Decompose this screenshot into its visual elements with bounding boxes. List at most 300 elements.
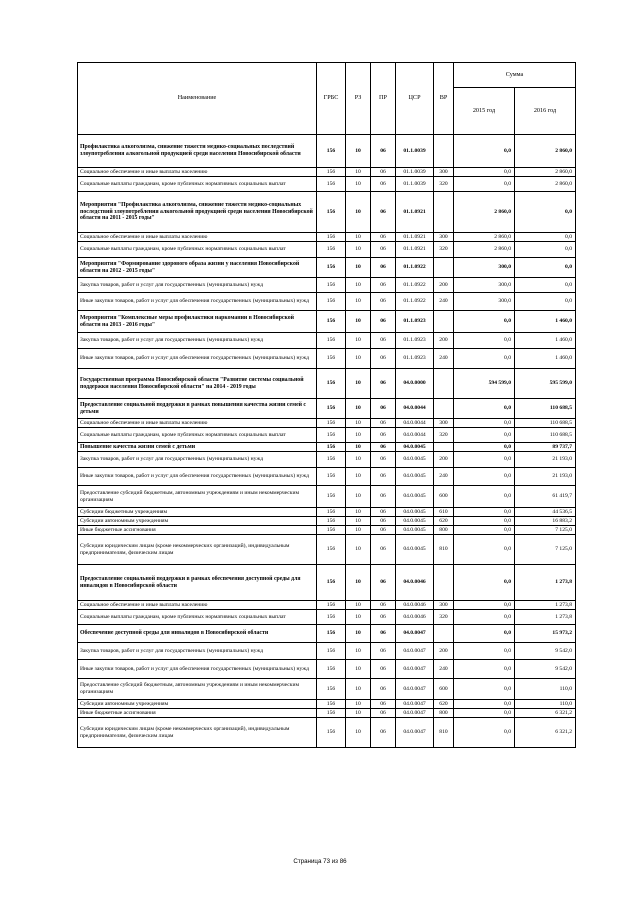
cell-pr: 06 bbox=[371, 168, 396, 177]
cell-y2016: 15 973,2 bbox=[515, 625, 576, 643]
cell-y2015: 0,0 bbox=[454, 177, 515, 192]
table-row bbox=[78, 700, 576, 709]
cell-pr: 06 bbox=[371, 278, 396, 293]
cell-csr: 04.0.0047 bbox=[396, 643, 434, 660]
cell-csr: 04.0.0044 bbox=[396, 419, 434, 428]
cell-csr: 04.0.0000 bbox=[396, 369, 434, 399]
cell-pr: 06 bbox=[371, 468, 396, 486]
cell-y2016: 110 688,5 bbox=[515, 419, 576, 428]
cell-csr: 04.0.0046 bbox=[396, 601, 434, 610]
cell-pr: 06 bbox=[371, 311, 396, 333]
cell-vr: 810 bbox=[434, 718, 454, 748]
cell-grbs: 156 bbox=[317, 508, 346, 517]
cell-rz: 10 bbox=[346, 135, 371, 168]
cell-y2016: 595 599,0 bbox=[515, 369, 576, 399]
table-row bbox=[78, 333, 576, 349]
cell-pr: 06 bbox=[371, 443, 396, 452]
cell-y2016: 7 125,0 bbox=[515, 526, 576, 535]
cell-grbs: 156 bbox=[317, 168, 346, 177]
cell-name: Иные закупки товаров, работ и услуг для обеспечения государственных (муниципальных) нужд bbox=[78, 660, 317, 679]
header-2015: 2015 год bbox=[454, 88, 515, 135]
cell-csr: 04.0.0045 bbox=[396, 535, 434, 565]
cell-grbs: 156 bbox=[317, 419, 346, 428]
cell-vr bbox=[434, 443, 454, 452]
table-row bbox=[78, 601, 576, 610]
cell-pr: 06 bbox=[371, 660, 396, 679]
cell-vr: 300 bbox=[434, 601, 454, 610]
header-sum: Сумма bbox=[454, 63, 576, 88]
cell-name: Мероприятия "Формирование здорового образа жизни у населения Новосибирской области на 2012 - 2015 годы" bbox=[78, 258, 317, 278]
table-row bbox=[78, 660, 576, 679]
cell-grbs: 156 bbox=[317, 349, 346, 369]
cell-csr: 01.1.0039 bbox=[396, 135, 434, 168]
cell-y2015: 0,0 bbox=[454, 349, 515, 369]
cell-rz: 10 bbox=[346, 610, 371, 625]
cell-y2015: 2 860,0 bbox=[454, 192, 515, 233]
cell-y2015: 0,0 bbox=[454, 508, 515, 517]
cell-grbs: 156 bbox=[317, 700, 346, 709]
table-row bbox=[78, 311, 576, 333]
cell-csr: 01.1.0922 bbox=[396, 278, 434, 293]
cell-vr: 300 bbox=[434, 419, 454, 428]
cell-y2015: 0,0 bbox=[454, 517, 515, 526]
cell-grbs: 156 bbox=[317, 399, 346, 419]
cell-y2015: 0,0 bbox=[454, 311, 515, 333]
cell-y2015: 0,0 bbox=[454, 610, 515, 625]
cell-name: Иные бюджетные ассигнования bbox=[78, 709, 317, 718]
table-row bbox=[78, 233, 576, 242]
cell-y2016: 2 860,0 bbox=[515, 177, 576, 192]
cell-y2016: 9 542,0 bbox=[515, 660, 576, 679]
cell-vr bbox=[434, 625, 454, 643]
cell-grbs: 156 bbox=[317, 177, 346, 192]
cell-name: Предоставление субсидий бюджетным, автономным учреждениям и иным некоммерческим организациям bbox=[78, 486, 317, 508]
cell-y2016: 9 542,0 bbox=[515, 643, 576, 660]
cell-pr: 06 bbox=[371, 452, 396, 468]
cell-csr: 01.1.0922 bbox=[396, 293, 434, 311]
cell-name: Субсидии автономным учреждениям bbox=[78, 517, 317, 526]
cell-y2015: 0,0 bbox=[454, 468, 515, 486]
cell-rz: 10 bbox=[346, 349, 371, 369]
cell-csr: 04.0.0045 bbox=[396, 508, 434, 517]
cell-y2016: 6 321,2 bbox=[515, 718, 576, 748]
cell-csr: 04.0.0045 bbox=[396, 443, 434, 452]
table-row bbox=[78, 679, 576, 700]
cell-y2016: 0,0 bbox=[515, 192, 576, 233]
table-row bbox=[78, 508, 576, 517]
cell-y2016: 0,0 bbox=[515, 233, 576, 242]
cell-name: Предоставление социальной поддержки в рамках повышения качества жизни семей с детьми bbox=[78, 399, 317, 419]
cell-vr bbox=[434, 258, 454, 278]
cell-name: Социальное обеспечение и иные выплаты населению bbox=[78, 233, 317, 242]
header-pr: ПР bbox=[371, 63, 396, 135]
table-row bbox=[78, 168, 576, 177]
table-row bbox=[78, 349, 576, 369]
cell-y2015: 0,0 bbox=[454, 135, 515, 168]
cell-y2015: 0,0 bbox=[454, 452, 515, 468]
header-grbs: ГРБС bbox=[317, 63, 346, 135]
cell-y2015: 300,0 bbox=[454, 278, 515, 293]
cell-y2015: 0,0 bbox=[454, 700, 515, 709]
cell-y2015: 0,0 bbox=[454, 486, 515, 508]
table-row bbox=[78, 135, 576, 168]
cell-y2016: 21 193,0 bbox=[515, 468, 576, 486]
cell-vr: 200 bbox=[434, 278, 454, 293]
cell-rz: 10 bbox=[346, 168, 371, 177]
cell-y2015: 0,0 bbox=[454, 625, 515, 643]
cell-y2015: 0,0 bbox=[454, 168, 515, 177]
cell-rz: 10 bbox=[346, 333, 371, 349]
cell-grbs: 156 bbox=[317, 718, 346, 748]
cell-rz: 10 bbox=[346, 601, 371, 610]
table-row bbox=[78, 293, 576, 311]
cell-grbs: 156 bbox=[317, 135, 346, 168]
cell-y2015: 0,0 bbox=[454, 709, 515, 718]
table-row bbox=[78, 526, 576, 535]
cell-name: Профилактика алкоголизма, снижение тяжести медико-социальных последствий злоупотребления алкогольной продукцией среди населения Новосибирской области bbox=[78, 135, 317, 168]
cell-name: Предоставление субсидий бюджетным, автономным учреждениям и иным некоммерческим организациям bbox=[78, 679, 317, 700]
cell-name: Иные закупки товаров, работ и услуг для обеспечения государственных (муниципальных) нужд bbox=[78, 468, 317, 486]
cell-name: Иные бюджетные ассигнования bbox=[78, 526, 317, 535]
cell-pr: 06 bbox=[371, 293, 396, 311]
cell-pr: 06 bbox=[371, 399, 396, 419]
table-row bbox=[78, 419, 576, 428]
table-row bbox=[78, 625, 576, 643]
cell-vr: 300 bbox=[434, 168, 454, 177]
cell-rz: 10 bbox=[346, 486, 371, 508]
cell-grbs: 156 bbox=[317, 535, 346, 565]
cell-csr: 01.1.0921 bbox=[396, 242, 434, 258]
cell-vr: 600 bbox=[434, 679, 454, 700]
cell-vr: 800 bbox=[434, 526, 454, 535]
cell-pr: 06 bbox=[371, 526, 396, 535]
cell-pr: 06 bbox=[371, 709, 396, 718]
table-row bbox=[78, 535, 576, 565]
table-row bbox=[78, 177, 576, 192]
cell-grbs: 156 bbox=[317, 610, 346, 625]
cell-grbs: 156 bbox=[317, 242, 346, 258]
cell-pr: 06 bbox=[371, 679, 396, 700]
cell-csr: 04.0.0045 bbox=[396, 452, 434, 468]
cell-grbs: 156 bbox=[317, 233, 346, 242]
cell-csr: 01.1.0039 bbox=[396, 177, 434, 192]
table-row bbox=[78, 468, 576, 486]
cell-y2016: 89 737,7 bbox=[515, 443, 576, 452]
cell-y2016: 21 193,0 bbox=[515, 452, 576, 468]
cell-name: Субсидии юридическим лицам (кроме некоммерческих организаций), индивидуальным предпринимателям, физическим лицам bbox=[78, 718, 317, 748]
table-row bbox=[78, 643, 576, 660]
cell-vr bbox=[434, 311, 454, 333]
table-row bbox=[78, 610, 576, 625]
cell-grbs: 156 bbox=[317, 311, 346, 333]
cell-rz: 10 bbox=[346, 718, 371, 748]
cell-vr: 300 bbox=[434, 233, 454, 242]
cell-vr: 620 bbox=[434, 700, 454, 709]
cell-y2016: 1 273,8 bbox=[515, 601, 576, 610]
cell-vr: 200 bbox=[434, 643, 454, 660]
cell-pr: 06 bbox=[371, 625, 396, 643]
cell-vr: 240 bbox=[434, 468, 454, 486]
cell-y2015: 2 860,0 bbox=[454, 242, 515, 258]
cell-rz: 10 bbox=[346, 517, 371, 526]
cell-grbs: 156 bbox=[317, 625, 346, 643]
cell-vr bbox=[434, 369, 454, 399]
cell-name: Социальные выплаты гражданам, кроме публичных нормативных социальных выплат bbox=[78, 242, 317, 258]
cell-rz: 10 bbox=[346, 565, 371, 601]
cell-csr: 04.0.0044 bbox=[396, 399, 434, 419]
cell-name: Закупка товаров, работ и услуг для государственных (муниципальных) нужд bbox=[78, 278, 317, 293]
table-row bbox=[78, 428, 576, 443]
cell-grbs: 156 bbox=[317, 468, 346, 486]
table-row bbox=[78, 443, 576, 452]
cell-grbs: 156 bbox=[317, 428, 346, 443]
cell-name: Государственная программа Новосибирской области "Развитие системы социальной поддержки населения Новосибирской области" на 2014 - 2019 годы bbox=[78, 369, 317, 399]
cell-y2016: 110,0 bbox=[515, 700, 576, 709]
cell-y2016: 1 460,0 bbox=[515, 349, 576, 369]
cell-y2015: 0,0 bbox=[454, 526, 515, 535]
cell-name: Социальные выплаты гражданам, кроме публичных нормативных социальных выплат bbox=[78, 610, 317, 625]
header-2016: 2016 год bbox=[515, 88, 576, 135]
cell-grbs: 156 bbox=[317, 369, 346, 399]
cell-grbs: 156 bbox=[317, 486, 346, 508]
cell-y2016: 0,0 bbox=[515, 242, 576, 258]
cell-grbs: 156 bbox=[317, 660, 346, 679]
table-row bbox=[78, 517, 576, 526]
cell-y2015: 594 599,0 bbox=[454, 369, 515, 399]
cell-y2016: 61 419,7 bbox=[515, 486, 576, 508]
cell-y2016: 6 321,2 bbox=[515, 709, 576, 718]
cell-pr: 06 bbox=[371, 508, 396, 517]
cell-name: Мероприятия "Комплексные меры профилактики наркомании в Новосибирской области на 2013 - 2016 годы" bbox=[78, 311, 317, 333]
cell-y2016: 1 460,0 bbox=[515, 333, 576, 349]
cell-csr: 04.0.0047 bbox=[396, 709, 434, 718]
cell-name: Мероприятия "Профилактика алкоголизма, снижение тяжести медико-социальных последствий злоупотребления алкогольной продукцией среди населения Новосибирской области на 2011 - 2015 годы" bbox=[78, 192, 317, 233]
cell-rz: 10 bbox=[346, 293, 371, 311]
cell-y2015: 2 860,0 bbox=[454, 233, 515, 242]
cell-vr: 200 bbox=[434, 333, 454, 349]
cell-y2015: 0,0 bbox=[454, 601, 515, 610]
cell-name: Социальное обеспечение и иные выплаты населению bbox=[78, 419, 317, 428]
cell-name: Субсидии юридическим лицам (кроме некоммерческих организаций), индивидуальным предпринимателям, физическим лицам bbox=[78, 535, 317, 565]
cell-y2016: 0,0 bbox=[515, 278, 576, 293]
table-row bbox=[78, 452, 576, 468]
cell-grbs: 156 bbox=[317, 709, 346, 718]
header-vr: ВР bbox=[434, 63, 454, 135]
cell-rz: 10 bbox=[346, 278, 371, 293]
cell-pr: 06 bbox=[371, 643, 396, 660]
table-row bbox=[78, 278, 576, 293]
cell-y2015: 0,0 bbox=[454, 419, 515, 428]
cell-name: Социальные выплаты гражданам, кроме публичных нормативных социальных выплат bbox=[78, 177, 317, 192]
cell-pr: 06 bbox=[371, 718, 396, 748]
cell-csr: 01.1.0923 bbox=[396, 311, 434, 333]
table-row bbox=[78, 192, 576, 233]
table-row bbox=[78, 709, 576, 718]
cell-pr: 06 bbox=[371, 610, 396, 625]
cell-name: Социальное обеспечение и иные выплаты населению bbox=[78, 168, 317, 177]
cell-y2015: 0,0 bbox=[454, 565, 515, 601]
budget-table bbox=[77, 62, 576, 748]
cell-name: Закупка товаров, работ и услуг для государственных (муниципальных) нужд bbox=[78, 643, 317, 660]
cell-csr: 04.0.0046 bbox=[396, 565, 434, 601]
cell-rz: 10 bbox=[346, 526, 371, 535]
cell-rz: 10 bbox=[346, 399, 371, 419]
cell-y2015: 0,0 bbox=[454, 535, 515, 565]
cell-grbs: 156 bbox=[317, 679, 346, 700]
cell-y2016: 2 860,0 bbox=[515, 168, 576, 177]
cell-vr bbox=[434, 565, 454, 601]
cell-csr: 04.0.0045 bbox=[396, 517, 434, 526]
cell-pr: 06 bbox=[371, 700, 396, 709]
cell-csr: 04.0.0047 bbox=[396, 625, 434, 643]
cell-y2015: 300,0 bbox=[454, 258, 515, 278]
cell-grbs: 156 bbox=[317, 452, 346, 468]
table-row bbox=[78, 565, 576, 601]
cell-rz: 10 bbox=[346, 242, 371, 258]
cell-y2015: 0,0 bbox=[454, 718, 515, 748]
cell-csr: 04.0.0047 bbox=[396, 679, 434, 700]
cell-csr: 01.1.0921 bbox=[396, 233, 434, 242]
cell-pr: 06 bbox=[371, 233, 396, 242]
cell-rz: 10 bbox=[346, 625, 371, 643]
cell-csr: 01.1.0039 bbox=[396, 168, 434, 177]
cell-csr: 01.1.0921 bbox=[396, 192, 434, 233]
cell-rz: 10 bbox=[346, 428, 371, 443]
cell-rz: 10 bbox=[346, 258, 371, 278]
cell-y2015: 0,0 bbox=[454, 399, 515, 419]
cell-vr: 320 bbox=[434, 610, 454, 625]
cell-pr: 06 bbox=[371, 177, 396, 192]
cell-grbs: 156 bbox=[317, 278, 346, 293]
cell-y2016: 7 125,0 bbox=[515, 535, 576, 565]
cell-vr: 620 bbox=[434, 517, 454, 526]
header-csr: ЦСР bbox=[396, 63, 434, 135]
cell-grbs: 156 bbox=[317, 333, 346, 349]
cell-y2016: 110,0 bbox=[515, 679, 576, 700]
page-number: Страница 73 из 86 bbox=[293, 858, 347, 865]
cell-vr: 320 bbox=[434, 428, 454, 443]
cell-name: Субсидии автономным учреждениям bbox=[78, 700, 317, 709]
cell-pr: 06 bbox=[371, 369, 396, 399]
cell-csr: 04.0.0045 bbox=[396, 486, 434, 508]
cell-name: Социальное обеспечение и иные выплаты населению bbox=[78, 601, 317, 610]
cell-rz: 10 bbox=[346, 443, 371, 452]
cell-y2015: 300,0 bbox=[454, 293, 515, 311]
table-row bbox=[78, 399, 576, 419]
cell-rz: 10 bbox=[346, 419, 371, 428]
cell-grbs: 156 bbox=[317, 565, 346, 601]
cell-grbs: 156 bbox=[317, 601, 346, 610]
cell-name: Предоставление социальной поддержки в рамках обеспечения доступной среды для инвалидов в Новосибирской области bbox=[78, 565, 317, 601]
cell-vr bbox=[434, 399, 454, 419]
table-row bbox=[78, 258, 576, 278]
cell-name: Иные закупки товаров, работ и услуг для обеспечения государственных (муниципальных) нужд bbox=[78, 293, 317, 311]
table-row bbox=[78, 369, 576, 399]
cell-rz: 10 bbox=[346, 311, 371, 333]
cell-rz: 10 bbox=[346, 700, 371, 709]
cell-rz: 10 bbox=[346, 660, 371, 679]
cell-pr: 06 bbox=[371, 428, 396, 443]
cell-vr: 240 bbox=[434, 293, 454, 311]
cell-grbs: 156 bbox=[317, 443, 346, 452]
cell-name: Субсидии бюджетным учреждениям bbox=[78, 508, 317, 517]
cell-pr: 06 bbox=[371, 535, 396, 565]
cell-y2016: 1 273,8 bbox=[515, 565, 576, 601]
cell-csr: 04.0.0047 bbox=[396, 660, 434, 679]
cell-vr bbox=[434, 135, 454, 168]
cell-pr: 06 bbox=[371, 419, 396, 428]
header-name: Наименование bbox=[78, 63, 317, 135]
cell-grbs: 156 bbox=[317, 293, 346, 311]
cell-grbs: 156 bbox=[317, 643, 346, 660]
cell-name: Закупка товаров, работ и услуг для государственных (муниципальных) нужд bbox=[78, 452, 317, 468]
cell-grbs: 156 bbox=[317, 517, 346, 526]
cell-y2015: 0,0 bbox=[454, 443, 515, 452]
table-row bbox=[78, 718, 576, 748]
cell-csr: 04.0.0045 bbox=[396, 526, 434, 535]
cell-grbs: 156 bbox=[317, 526, 346, 535]
cell-csr: 04.0.0047 bbox=[396, 718, 434, 748]
cell-csr: 04.0.0044 bbox=[396, 428, 434, 443]
cell-y2015: 0,0 bbox=[454, 428, 515, 443]
cell-y2016: 110 688,5 bbox=[515, 399, 576, 419]
cell-y2016: 2 860,0 bbox=[515, 135, 576, 168]
cell-csr: 04.0.0047 bbox=[396, 700, 434, 709]
cell-y2015: 0,0 bbox=[454, 333, 515, 349]
cell-vr: 800 bbox=[434, 709, 454, 718]
cell-vr: 810 bbox=[434, 535, 454, 565]
cell-grbs: 156 bbox=[317, 258, 346, 278]
cell-vr: 240 bbox=[434, 349, 454, 369]
cell-rz: 10 bbox=[346, 177, 371, 192]
cell-name: Иные закупки товаров, работ и услуг для обеспечения государственных (муниципальных) нужд bbox=[78, 349, 317, 369]
cell-vr: 320 bbox=[434, 177, 454, 192]
cell-pr: 06 bbox=[371, 192, 396, 233]
table-body bbox=[78, 135, 576, 748]
cell-pr: 06 bbox=[371, 333, 396, 349]
cell-rz: 10 bbox=[346, 709, 371, 718]
cell-pr: 06 bbox=[371, 258, 396, 278]
cell-grbs: 156 bbox=[317, 192, 346, 233]
cell-csr: 01.1.0923 bbox=[396, 349, 434, 369]
cell-rz: 10 bbox=[346, 369, 371, 399]
cell-y2016: 0,0 bbox=[515, 293, 576, 311]
cell-y2016: 1 273,8 bbox=[515, 610, 576, 625]
cell-rz: 10 bbox=[346, 679, 371, 700]
cell-csr: 04.0.0046 bbox=[396, 610, 434, 625]
cell-name: Обеспечение доступной среды для инвалидов в Новосибирской области bbox=[78, 625, 317, 643]
cell-pr: 06 bbox=[371, 486, 396, 508]
cell-pr: 06 bbox=[371, 565, 396, 601]
cell-csr: 01.1.0923 bbox=[396, 333, 434, 349]
cell-y2015: 0,0 bbox=[454, 643, 515, 660]
cell-vr: 600 bbox=[434, 486, 454, 508]
cell-rz: 10 bbox=[346, 468, 371, 486]
cell-name: Повышение качества жизни семей с детьми bbox=[78, 443, 317, 452]
cell-y2016: 1 460,0 bbox=[515, 311, 576, 333]
cell-pr: 06 bbox=[371, 242, 396, 258]
cell-pr: 06 bbox=[371, 517, 396, 526]
cell-pr: 06 bbox=[371, 349, 396, 369]
cell-vr: 240 bbox=[434, 660, 454, 679]
cell-rz: 10 bbox=[346, 535, 371, 565]
cell-rz: 10 bbox=[346, 233, 371, 242]
cell-rz: 10 bbox=[346, 452, 371, 468]
table-row bbox=[78, 242, 576, 258]
cell-pr: 06 bbox=[371, 135, 396, 168]
cell-y2015: 0,0 bbox=[454, 679, 515, 700]
cell-rz: 10 bbox=[346, 643, 371, 660]
